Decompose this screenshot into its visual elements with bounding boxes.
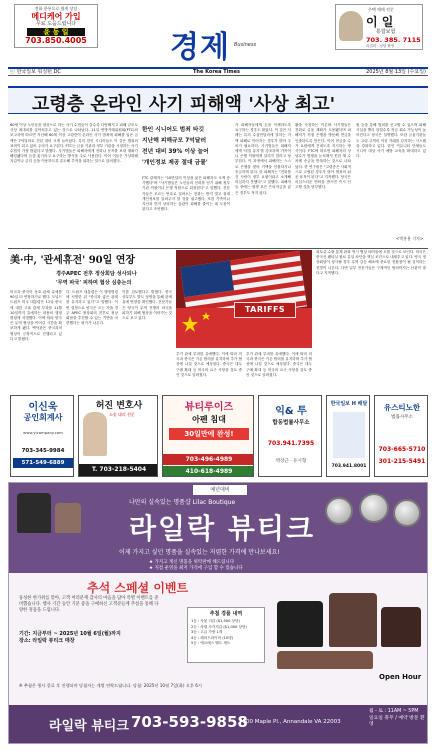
ad-title: 익& 투	[275, 406, 307, 417]
flags-illustration	[176, 250, 312, 348]
handbag-image	[329, 593, 377, 647]
prize-item: 2등 : 샤넬 사각지갑 ($1,000 상당)	[191, 624, 247, 629]
hours-line: 일요일 휴무 / 예약 방문 환영	[369, 715, 425, 727]
prize-item: 3등 : 고급 가방 1개	[191, 630, 223, 634]
event-period	[19, 631, 169, 645]
ad-names: 박상근 · 유시형	[275, 459, 307, 464]
dateline-date: 2025년 8월 13일 (수요일)	[366, 69, 426, 75]
ad-phone: 571-549-6889	[13, 458, 73, 468]
footer-phone[interactable]: 703-593-9858	[131, 713, 248, 731]
article1-col2: FTC 관계자는 "10만달러 이상을 잃은 피해자도 크게 증가했다"며 "사기범들은 노인들의 신뢰를 얻기 위해 정부기관 직원이나 은행 직원으로 위장한다"고 말했다. 전문가들은 모르는 번호로 걸려오는 전화는 받지 말고 절대 개인정보를 알려주지 말 것을 권고했다. 또한 가족이나 지인과 먼저 상의하는 습관이 피해를 줄이는 데 도움이 된다고 조언했다.	[142, 176, 230, 212]
hours-line: 월 - 토 : 11AM ~ 5PM	[369, 709, 419, 714]
ad-title: 유스티노한	[383, 403, 421, 412]
ad-line: 리얼터 · 상담 환영	[366, 44, 395, 48]
ad-title: 라일락 뷰티크	[129, 512, 316, 545]
ad-bullet: ★ 가지고 계신 명품을 위탁판매 해드립니다	[149, 560, 235, 565]
ad-delivery[interactable]	[326, 395, 370, 477]
prize-list-title: 추첨 경품 내역	[209, 611, 243, 617]
ad-law-firm[interactable]	[258, 395, 322, 477]
ad-title: 뷰티루이즈	[184, 402, 234, 413]
ad-title: 허진 변호사	[95, 401, 143, 411]
prize-item: 1등 : 사물 지갑 ($1,500 상당)	[191, 619, 240, 623]
tariffs-sign: TARIFFS	[234, 302, 296, 318]
article1-col5: 원 등을 통해 범죄를 신고할 수 있으며 피해 사실을 빨리 알릴수록 자금 회수 가능성이 높아진다고 당국은 설명했다. 또한 금융기관들도 고령 고객의 이상 거래를 감지하는 시스템을 강화하고 있다. 한인 커뮤니티 단체들도 시니어 대상 사기 예방 교육을 확대하고 있다.	[356, 123, 426, 159]
ad-phone: 410-618-4989	[163, 466, 254, 477]
article2-col2: 다. 트럼프 대통령은 이 행정명령에 서명한 뒤 "중국과 좋은 관계를 유지하고 있다"고 말했다. 이번 결정으로 양국은 오는 가을 경주 APEC 정상회의 전후로 정상회담을 추진할 수 있는 기반을 마련했다는 평가가 나온다.	[66, 290, 118, 326]
tariff-photo	[176, 250, 312, 348]
agent-photo	[339, 11, 363, 41]
event-title: 추석 스페셜 이벤트	[87, 581, 189, 595]
ad-line: 무료 도움드립니다	[35, 21, 77, 27]
ad-sub: 아펜 침대	[192, 415, 226, 424]
watch-image	[359, 493, 389, 523]
article1-col4: 활을 사칭하는 이른바 사기범들은 전화로 금융 계좌가 도용됐다며 피해자가 직접 은행을 방문해 현금을 인출하도록 만든다. 이어 현금을 수거 요원에게 건네도록 지시하는 방식이다. FTC에 따르면 피해자의 상당수가 범행을 눈치채지 못한 채 수차례 송금을 반복하는 것으로 나타났다. 한 연구원은 "고령층은 사회적으로 고립된 경우가 많아 범죄의 쉬운 표적이 된다"고 지적했다. 당국은 의심스러운 연락을 받으면 즉시 신고할 것을 당부했다.	[295, 123, 351, 190]
article1-headline[interactable]: 고령층 온라인 사기 피해액 '사상 최고'	[32, 94, 336, 115]
article1-subhead: 지난해 피해규모 7억달러	[142, 138, 207, 144]
article2-col4: 추가 관세 부과를 유예했다. 이에 따라 미국과 중국은 기존 합의를 유지하며 추가 협상에 나설 것으로 예상된다. 중국은 대두 구매 확대 등 미국의 요구 사항을 검토 중인 것으로 알려졌다.	[176, 352, 242, 377]
article2-headline[interactable]: 美·中, '관세휴전' 90일 연장	[10, 255, 136, 266]
ad-realtor[interactable]	[335, 4, 423, 50]
article2-col3: 이를 검토했다고 밝혔다. 중국 상무부도 별도 성명을 통해 관세 유예 연장을 확인했다. 전문가들은 양국이 무역 전쟁의 파국을 피하기 위해 협상을 이어가는 것으로 보고 있다.	[122, 290, 172, 321]
ad-lawyer-heo[interactable]	[78, 395, 158, 477]
event-note: ※ 추첨은 행사 종료 후 진행되며 당첨자는 개별 연락드립니다. 당첨: 2025년 10월 7일(화) 오후 6시	[19, 683, 202, 688]
watch-image	[325, 497, 353, 525]
ad-law-justino[interactable]	[374, 395, 428, 477]
article1-subheads	[142, 125, 232, 169]
ad-sub: 공인회계사	[23, 413, 63, 422]
ad-lilac-boutique[interactable]	[8, 482, 428, 744]
handbag-image	[277, 601, 323, 647]
ad-line: 전화 한통으로 쉽게 상담	[34, 6, 78, 11]
dateline	[8, 67, 428, 76]
ad-tag: 예년대비	[193, 485, 247, 495]
article2-subheads	[56, 270, 166, 288]
open-hour-label: Open Hour	[379, 673, 422, 681]
prize-item: 4등 : 헤어드라이어 (10명)	[191, 635, 234, 640]
ad-footer	[9, 705, 428, 744]
ad-phone: 301-215-5491	[378, 458, 426, 465]
ad-headline: 메디케어 가입	[31, 12, 81, 21]
dateline-source: ⓒ 한국일보 워싱턴 DC	[10, 69, 61, 75]
article1-subhead: 한인 시니어도 범죄 타깃	[142, 127, 205, 133]
ad-phone: 703.941.7395	[267, 440, 315, 447]
ad-phone: 703.941.8001	[331, 464, 367, 469]
ad-sub: 법률사무소	[391, 415, 413, 420]
lawyer-photo	[83, 412, 107, 456]
ad-sub: 합동법률사무소	[272, 420, 310, 426]
ad-phone: 703.850.4005	[25, 36, 87, 45]
paper-image	[333, 412, 365, 458]
ad-name: 윤 동 일	[27, 28, 85, 36]
event-desc: 풍성한 한가위를 맞아, 고객 여러분께 감사의 마음을 담아 특별 이벤트를 준비했습니다. 행사 기간 동안 기분 좋을 구매하신 고객분들께 추첨을 통해 다양한 경품을 드립니다.	[19, 596, 159, 613]
ad-title: 이신욱	[28, 402, 58, 413]
article1-col1: 60세 이상 노인들을 대상으로 하는 사기 수법들이 갈수록 다양해지고 피해 규모도 사상 최대치를 갈아치우고 있는 것으로 나타났다. 11일 연방거래위원회(FTC)의 보고서에 따르면 지난해 60세 이상 고령층이 온라인 사기 범죄에 피해를 입은 금액은 7억달러로 전년 대비 크게 늘어났다. 특히 한인 시니어들도 이 같은 범죄의 표적이 되고 있어 주의가 요구된다. FTC는 금융 기관과 정부 기관을 사칭하는 사기 수법이 가장 많았다고 밝혔다. 사기범들은 피해자에게 전화나 문자를 보내 계좌가 해킹됐다며 돈을 옮기라고 요구하는 방식을 주로 사용한다. 이어 이들은 가상화폐 지갑이나 금괴 등을 이용하도록 유도해 추적을 피하는 것으로 알려졌다.	[10, 123, 138, 164]
ad-beauty[interactable]	[162, 395, 254, 477]
section-logo-sub: Business	[234, 42, 257, 48]
article1-headline-bar	[8, 86, 428, 114]
event-location: 장소: 라일락 뷰티크 매장	[19, 638, 75, 644]
ad-line: 주택 매매 전문	[368, 7, 394, 12]
article2-col5: 희토류 수출 통제 완화 역시 협상 테이블에 오를 것으로 보인다. 미국은 중국산 펜타닐 원료 유입 차단을 핵심 조건으로 내세우고 있다. 양국 정상회담이 성사될 경우 무역 갈등 해소에 중요한 전환점이 될 것이라는 전망이 나온다. 다만 일부 전문가들은 구체적인 합의까지는 난관이 많다고 지적했다.	[316, 250, 426, 275]
ad-phone: 703. 385. 7115	[366, 36, 421, 44]
footer-hours	[369, 709, 425, 729]
ad-sub: 소송 대리 전문	[109, 412, 135, 417]
ad-phone: 703-496-4989	[163, 454, 254, 465]
article2-subhead: '무역 파국' 피하며 협상 심층논의	[56, 280, 132, 286]
article1-subhead: '개인정보 제공 절대 금물'	[142, 160, 208, 166]
prize-item: 5등 : 에르메스 벨트 세트	[191, 641, 231, 645]
wallet-image	[277, 651, 373, 669]
article1-subhead: 전년 대비 39% 이상 늘어	[142, 149, 209, 155]
ad-medicare[interactable]	[14, 4, 98, 48]
ad-slogan: 이제 가지고 싶던 명품을 실속있는 저렴한 가격에 만나보세요!	[119, 549, 280, 556]
article1-byline: <박홍용 기자>	[396, 236, 424, 241]
ad-name: 이 일	[366, 15, 394, 29]
handbag-image	[55, 503, 81, 533]
prize-list	[187, 607, 265, 663]
watch-image	[393, 499, 421, 527]
handbag-image	[381, 607, 421, 647]
article2-col1: 미국과 중국이 상호 관세 유예를 90일 더 연장하기로 했다. 도널드 트럼프 미국 대통령은 11일 중국에 대한 고율 관세 부과를 11월 10일까지 유예하는 내용의 행정명령에 서명했다. 이에 따라 양국은 무역 협상을 이어갈 시간을 확보하게 됐다. 백악관은 중국과의 협상이 긍정적으로 진행되고 있다고 밝혔다.	[10, 290, 62, 341]
ad-bullet: ★ 지점 운영을 최저 가격에 구입 할 수 있습니다	[149, 566, 243, 571]
ad-url: www.yicompany.com	[23, 430, 63, 435]
footer-address: 7300 Maple Pl., Annandale VA 22003	[239, 719, 341, 725]
ad-title: 한국일보 H 배달	[330, 401, 368, 407]
ad-sub2: 30일만에 완성!	[169, 428, 249, 440]
ad-eng-title: 나만의 실속있는 명품샵 Lilac Boutique	[129, 499, 236, 506]
ad-phone: 703-345-9984	[21, 448, 65, 454]
ad-cpa[interactable]	[10, 395, 74, 477]
section-logo: 경제	[170, 30, 230, 65]
article1-col3: 가 피해자들에게 돈을 이체하도록 요구하는 경우도 많았다. 이 같은 사례는 특히 수십만달러에 달하는 거액 피해로 이어지는 경우가 많아 주의가 필요하다. 사기범들은 피해자에게 '비밀 유지'를 강조하며 가족이나 은행 직원에게 알리지 말라고 당부한다. 이 과정에서 피해자는 스스로 은행을 찾아 거액을 인출하거나 송금하게 된다. 한 피해자는 "전화를 건 사람이 정부 요원이라고 소개해 의심하지 못했다"고 말했다. 피해자들 중에는 평생 모은 은퇴자금을 잃은 경우도 적지 않다.	[235, 123, 291, 195]
ad-phone: 703-665-5710	[378, 446, 426, 453]
dateline-paper: The Korea Times	[193, 69, 240, 75]
article2-col4b: 추가 관세 부과를 유예했다. 이에 따라 미국과 중국은 기존 합의를 유지하며 추가 협상에 나설 것으로 예상된다. 중국은 대두 구매 확대 등 미국의 요구 사항을 검토 중인 것으로 알려졌다.	[246, 352, 312, 377]
ad-title: 통합보험	[376, 29, 396, 35]
ad-phone: T. 703-218-5404	[79, 464, 158, 476]
footer-name: 라일락 뷰티크	[49, 719, 129, 734]
article2-subhead: 경주APEC 전후 정상회담 성사되나	[56, 271, 137, 277]
handbag-image	[17, 493, 51, 533]
event-dates: 기간: 지금부터 ~ 2025년 10월 6일(월)까지	[19, 631, 121, 637]
